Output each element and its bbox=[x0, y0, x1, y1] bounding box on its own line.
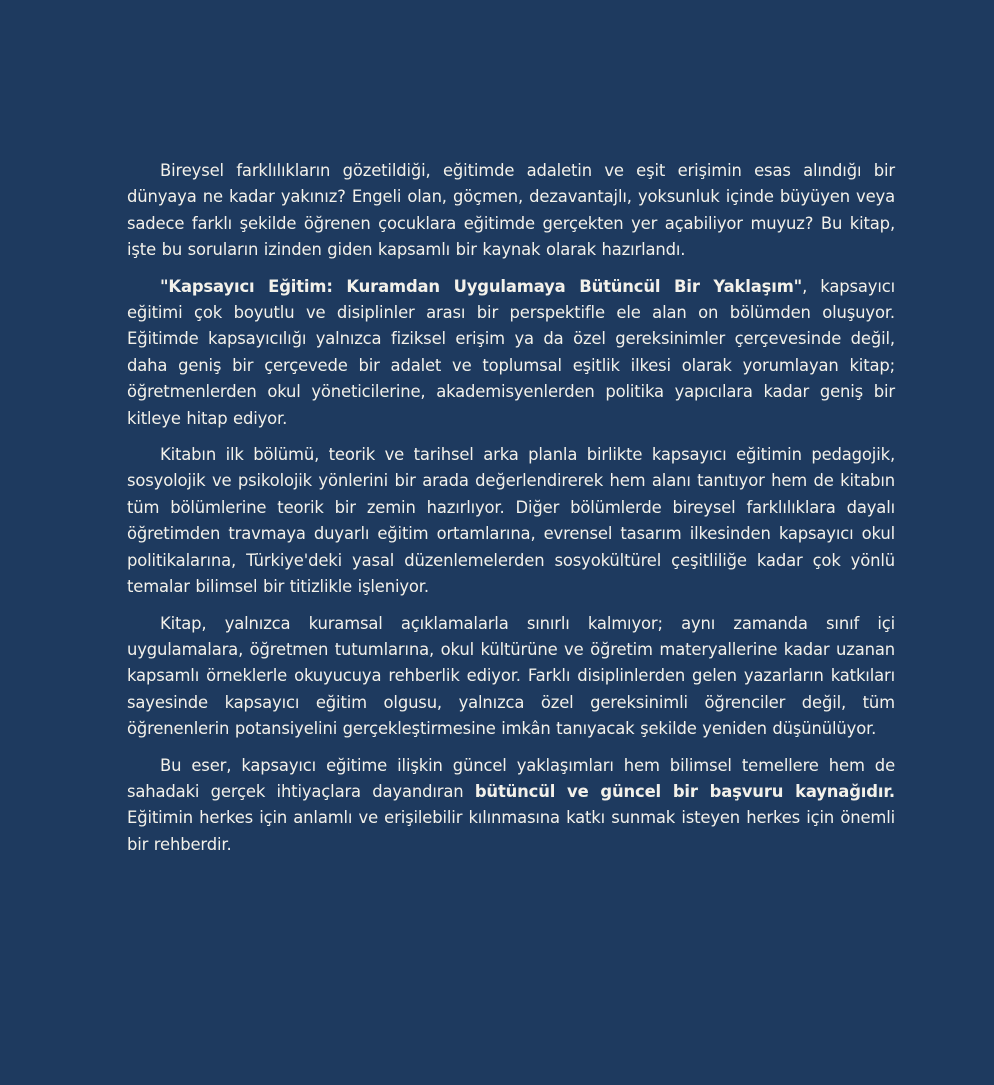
paragraph-conclusion-emphasis: bütüncül ve güncel bir başvuru kaynağıdır. bbox=[474, 781, 895, 801]
paragraph-conclusion bbox=[127, 753, 895, 859]
paragraph-book-overview bbox=[127, 274, 895, 432]
paragraph-conclusion-start: Bu eser, kapsayıcı eğitime ilişkin güncel yaklaşımları hem bilimsel temellere hem de sahadaki gerçek ihtiyaçlara dayandıran bbox=[127, 755, 895, 801]
paragraph-intro bbox=[127, 158, 895, 264]
paragraph-practice-text: Kitap, yalnızca kuramsal açıklamalarla sınırlı kalmıyor; aynı zamanda sınıf içi uygulamalara, öğretmen tutumlarına, okul kültürüne ve öğretim materyallerine kadar uzanan kapsamlı örneklerle okuyucuya rehberlik ediyor. Farklı disiplinlerden gelen yazarların katkıları sayesinde kapsayıcı eğitim olgusu, yalnızca özel gereksinimli öğrenciler değil, tüm öğrenenlerin potansiyelini gerçekleştirmesine imkân tanıyacak şekilde yeniden düşünülüyor. bbox=[127, 613, 895, 739]
book-title: "Kapsayıcı Eğitim: Kuramdan Uygulamaya Bütüncül Bir Yaklaşım" bbox=[160, 276, 803, 296]
paragraph-first-chapter-text: Kitabın ilk bölümü, teorik ve tarihsel arka planla birlikte kapsayıcı eğitimin pedagojik, sosyolojik ve psikolojik yönlerini bir arada değerlendirerek hem alanı tanıtıyor hem de kitabın tüm bölümlerine teorik bir zemin hazırlıyor. Diğer bölümlerde bireysel farklılıklara dayalı öğretimden travmaya duyarlı eğitim ortamlarına, evrensel tasarım ilkesinden kapsayıcı okul politikalarına, Türkiye'deki yasal düzenlemelerden sosyokültürel çeşitliliğe kadar çok yönlü temalar bilimsel bir titizlikle işleniyor. bbox=[127, 445, 895, 597]
paragraph-conclusion-end: Eğitimin herkes için anlamlı ve erişilebilir kılınmasına katkı sunmak isteyen herkes için önemli bir rehberdir. bbox=[127, 808, 895, 854]
paragraph-book-overview-text: , kapsayıcı eğitimi çok boyutlu ve disiplinler arası bir perspektifle ele alan on bölümden oluşuyor. Eğitimde kapsayıcılığı yalnızca fiziksel erişim ya da özel gereksinimler çerçevesinde değil, daha geniş bir çerçevede bir adalet ve toplumsal eşitlik ilkesi olarak yorumlayan kitap; öğretmenlerden okul yöneticilerine, akademisyenlerden politika yapıcılara kadar geniş bir kitleye hitap ediyor. bbox=[127, 276, 896, 428]
back-cover-text bbox=[127, 158, 895, 868]
paragraph-practice bbox=[127, 611, 895, 743]
paragraph-first-chapter bbox=[127, 442, 895, 600]
paragraph-intro-text: Bireysel farklılıkların gözetildiği, eğitimde adaletin ve eşit erişimin esas alındığı bir dünyaya ne kadar yakınız? Engeli olan, göçmen, dezavantajlı, yoksunluk içinde büyüyen veya sadece farklı şekilde öğrenen çocuklara eğitimde gerçekten yer açabiliyor muyuz? Bu kitap, işte bu soruların izinden giden kapsamlı bir kaynak olarak hazırlandı. bbox=[127, 161, 895, 260]
